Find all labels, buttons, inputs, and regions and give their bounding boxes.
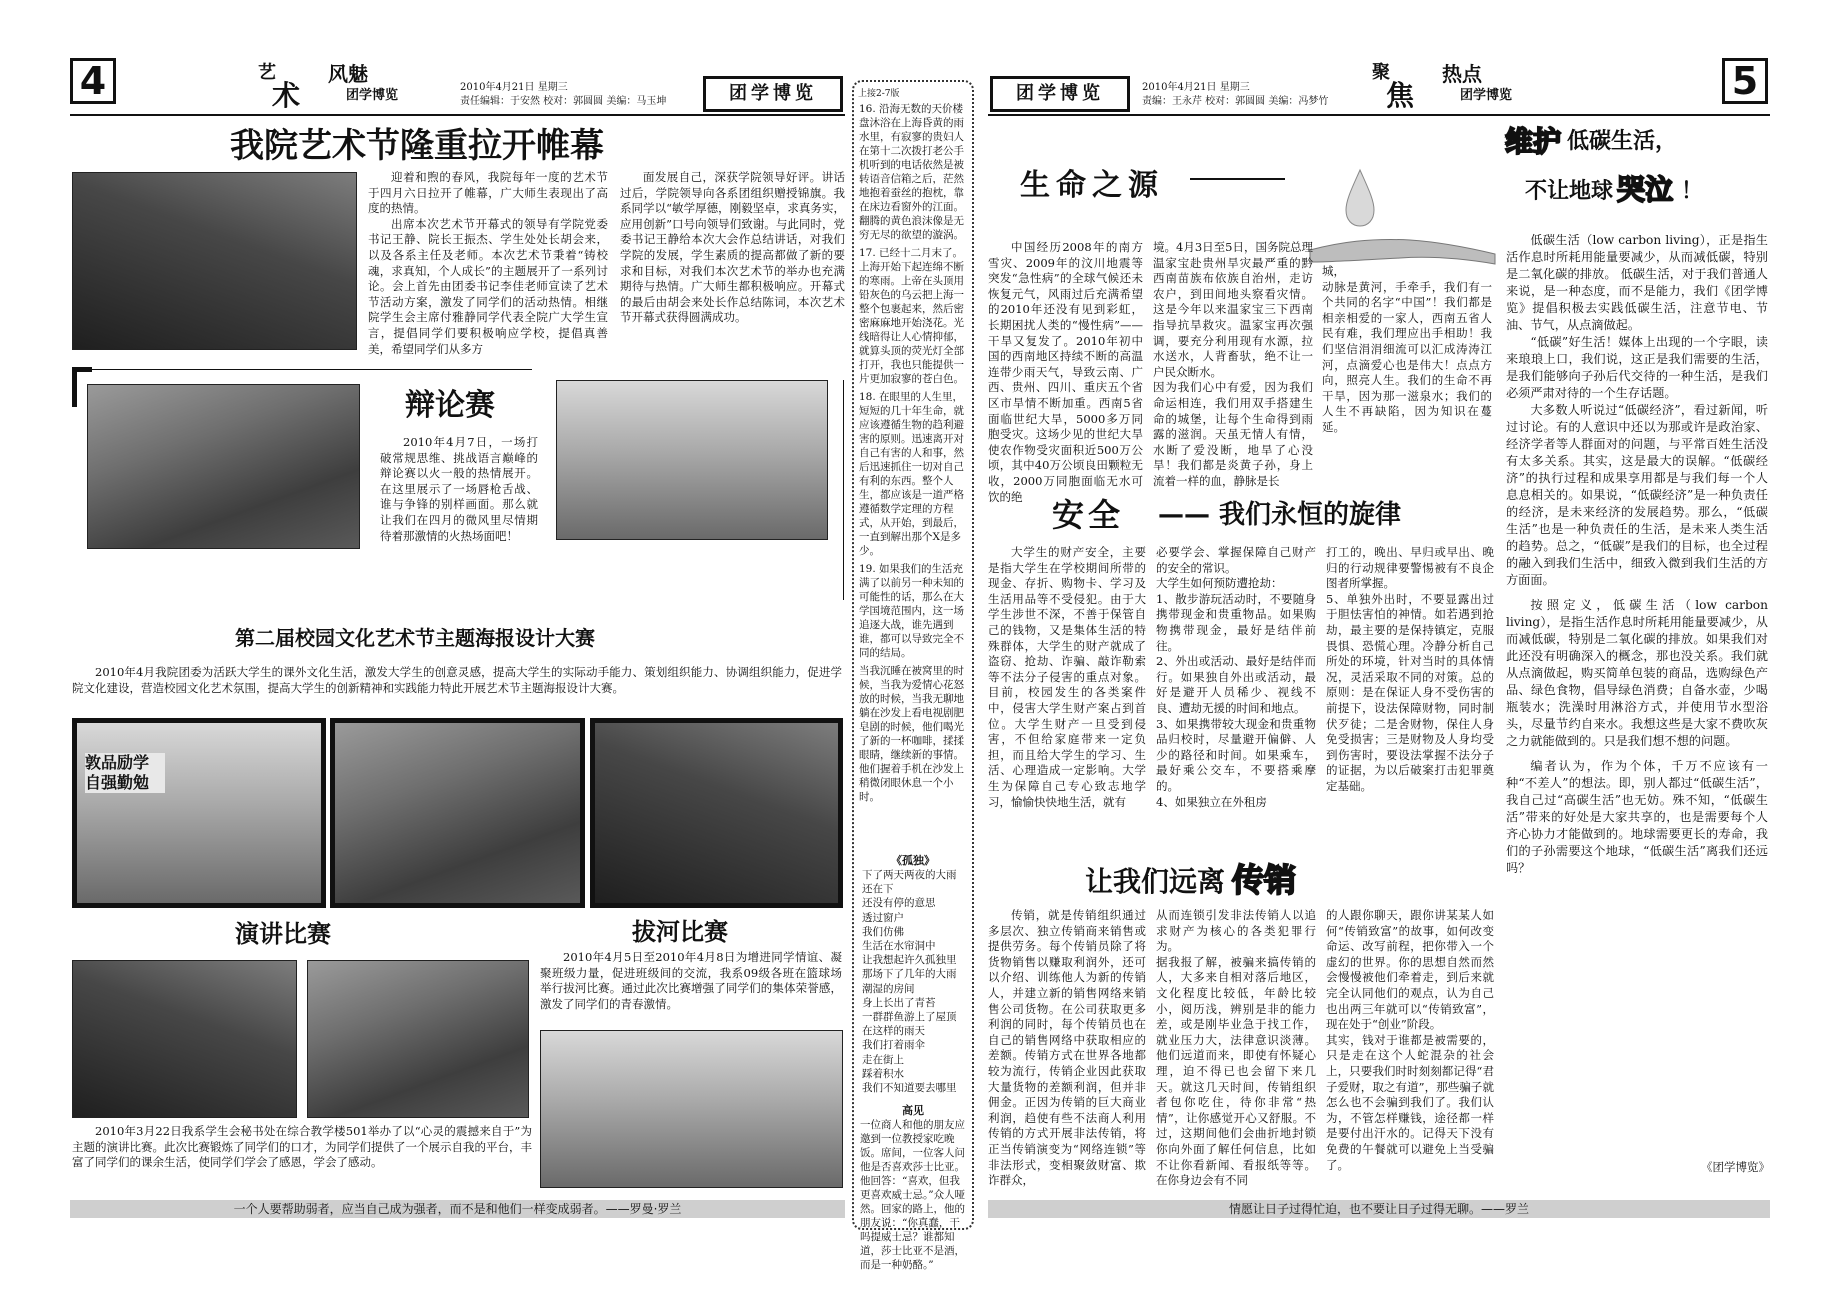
article-life-source-col3: 城， 动脉是黄河，手牵手，我们有一个共同的名字“中国”！我们都是相亲相爱的一家人，西南五省人民有难，我们理应出手相助！我们坚信涓涓细流可以汇成涛涛江河，点滴爱心也是伟大！点点方向，照亮人生。我们的生命不再干旱，因为那一滋泉水；我们的人生不再缺陷，因为知识在蔓延。 [1322, 264, 1492, 434]
open-hand-icon [1310, 239, 1495, 264]
title-dash [1190, 178, 1285, 180]
article-pyramid-col1: 传销，就是传销组织通过多层次、独立传销商来销售或提供劳务。每个传销员除了将货物销售以赚取利润外，还可以介绍、训练他人为新的传销人，并建立新的销售网络来销售公司货物。在公司获取更多利润的同时，每个传销员也在自己的销售网络中获取相应的差额。传销方式在世界各地都较为流行，传销企业因此获取大量货物的差额利润，但并非佣金。正因为传销的巨大商业利润，趋使有些不法商人利用传销的方式开展非法传销，将正当传销演变为“网络连锁”等非法形式，变相聚敛财富、欺诈群众， [988, 908, 1146, 1188]
headline-safety: 安全 [1052, 496, 1125, 534]
section-char: 艺 [258, 62, 276, 83]
issue-date-right: 2010年4月21日 星期三 [1142, 82, 1250, 93]
footer-quote-right: 情愿让日子过得忙迫，也不要让日子过得无聊。——罗兰 [988, 1200, 1770, 1218]
article-poster-contest: 2010年4月我院团委为活跃大学生的课外文化生活，激发大学生的创意灵感，提高大学生的实际动手能力、策划组织能力、协调组织能力，促进学院文化建设，营造校园文化艺术氛围，提高大学生的创新精神和实践能力特此开展艺术节主题海报设计大赛。 [72, 665, 842, 695]
headline-low-carbon-emphasis: 哭泣 [1617, 173, 1674, 206]
article-life-source-col2: 境。4月3日至5日，国务院总理温家宝赴贵州旱灾最严重的黔西南苗族布依族自治州，走访农户，到田间地头察看灾情。这是今年以来温家宝三下西南指导抗旱救灾。温家宝再次强调，要充分利用现有水源，拉水送水，人背畜驮，绝不让一户民众断水。 因为我们心中有爱，因为我们命运相连，我们用双手搭建生命的城堡，让每个生命得到雨露的滋润。天虽无情人有情，水断了爱没断，地旱了心没旱！我们都是炎黄子孙，身上流着一样的血，静脉是长 [1153, 240, 1313, 488]
middle-column [852, 80, 974, 1271]
headline-life-source: 生命之源 [1020, 168, 1164, 203]
article-life-source-col1: 中国经历2008年的南方雪灾、2009年的汶川地震等突发“急性病”的全球气候还未恢复元气，风雨过后充满希望的2010年还没有见到彩虹，长期困扰人类的“慢性病”——干旱又复发了。2010年初中国的西南地区持续不断的高温连带少雨天气，导致云南、广西、贵州、四川、重庆五个省区市旱情不断加重。西南5省面临世纪大旱，5000多万同胞受灾。这场少见的世纪大旱使农作物受灾面积近500万公顷，其中40万公顷良田颗粒无收，2000万同胞面临无水可饮的绝 [988, 240, 1143, 504]
middle-excerpts: 16. 沿海无数的天价楼盘沐浴在上海昏黄的雨水里，有寂寥的贵妇人在第十二次拨打老公手机听到的电话依然是被转语音信箱之后，茫然地抱着蚕丝的抱枕，靠在床边看窗外的江面。翻腾的黄色浪沫像是无穷无尽的欲望的漩涡。 17. 已经十二月末了。上海开始下起连绵不断的寒雨。上帝在头顶用铅灰色的乌云把上海一整个包裹起来，然后密密麻麻地开始浇花。光线暗得让人心情抑郁，就算头顶的荧光灯全部打开，我也只能提供一片更加寂寥的苍白色。 18. 在眼里的人生里，短短的几十年生命，就应该遵循生物的趋利避害的原则。迅速离开对自己有害的人和事，然后迅速抓住一切对自己有利的东西。整个人生，都应该是一道严格遵循数学定理的方程式，从开始，到最后，一直到解出那个X是多少。 19. 如果我们的生活充满了以前另一种未知的可能性的话，那么在大学国境范围内，这一场追逐大战，谁先遇到谁，都可以导致完全不同的结局。 当我沉睡在被窝里的时候，当我为爱情心花怒放的时候，当我无聊地躺在沙发上看电视剧肥皂剧的时候，他们喝光了新的一杯咖啡，揉揉眼睛，继续新的事情。他们握着手机在沙发上稍微闭眼休息一个小时。 [859, 103, 964, 803]
story-body: 一位商人和他的朋友应邀到一位教授家吃晚饭。席间，一位客人问他是否喜欢莎士比亚。他回答：“喜欢，但我更喜欢威士忌。”众人哑然。回家的路上，他的朋友说：“你真蠢，干吗提威士忌？谁都知道，莎士比亚不是酒，而是一种奶酪。” [860, 1119, 966, 1271]
headline-tug-of-war: 拔河比赛 [632, 918, 728, 946]
section-subtitle: 团学博览 [346, 88, 399, 103]
headline-poster-contest: 第二届校园文化艺术节主题海报设计大赛 [235, 626, 595, 650]
headline-pyramid-emphasis: 传销 [1232, 861, 1297, 899]
article-debate: 2010年4月7日，一场打破常规思维、挑战语言巅峰的辩论赛以火一般的热情展开。在这里展示了一场唇枪舌战、谁与争锋的别样画面。那么就让我们在四月的微风里尽情期待着那激情的火热场面吧！ [380, 435, 538, 543]
poem-title: 《孤独》 [891, 854, 935, 867]
masthead-right: 团学博览 [990, 76, 1130, 112]
headline-speech-contest: 演讲比赛 [235, 920, 331, 948]
headline-art-festival: 我院艺术节隆重拉开帷幕 [230, 126, 604, 166]
water-drop-hand-illustration [1300, 150, 1500, 270]
photo-poster-exhibit-1 [72, 718, 326, 908]
section-rule [92, 369, 532, 370]
header-rule [70, 114, 845, 116]
headline-safety-sub: —— 我们永恒的旋律 [1158, 500, 1402, 530]
signature: 《团学博览》 [1701, 1160, 1770, 1174]
article-tug-of-war: 2010年4月5日至2010年4月8日为增进同学情谊、凝聚班级力量，促进班级间的交流，我系09级各班在篮球场举行拔河比赛。通过此次比赛增强了同学们的集体荣誉感，激发了同学们的青春激情。 [540, 950, 842, 1011]
photo-debate-left [87, 384, 360, 549]
section-rule [843, 380, 844, 600]
continued-note: 上接2-7版 [858, 89, 900, 99]
header-rule-right [988, 114, 1770, 116]
photo-poster-group [590, 718, 843, 908]
headline-low-carbon-emphasis: 维护 [1505, 125, 1562, 158]
section-logo-right [1372, 56, 1542, 112]
editor-credits: 责任编辑：于安然 校对：郭圆圆 美编：马玉坤 [460, 96, 667, 107]
article-low-carbon: 低碳生活（low carbon living），正是指生活作息时所耗用能量要减少，从而减低碳，特别是二氧化碳的排放。 低碳生活，对于我们普通人来说，是一种态度，而不是能力，我们《团学博览》提倡积极去实践低碳生活，注意节电、节油、节气，从点滴做起。 “低碳”好生活！媒体上出现的一个字眼，读来琅琅上口，我们说，这正是我们需要的生活，是我们能够向子孙后代交待的一种生活，是我们必须严肃对待的一个生存话题。 大多数人听说过“低碳经济”，看过新闻，听过讨论。有的人意识中还以为那或许是政治家、经济学者等人群面对的问题，与平常百姓生活没有太多关系。其实，这是最大的误解。“低碳经济”的执行过程和成果享用都是与我们每一个人息息相关的。如果说，“低碳经济”是一种负责任的经济，是未来经济的发展趋势。那么，“低碳生活”也是一种负责任的生活，是未来人类生活的趋势。总之，“低碳”是我们的目标，也全过程的融入到我们生活中，细致入微到我们生活的方方面面。 按照定义，低碳生活（low carbon living），是指生活作息时所耗用能量要减少，从而减低碳，特别是二氧化碳的排放。如果我们对此还没有明确深入的概念，那也没关系。我们就从点滴做起，购买简单包装的商品，选购绿色产品、绿色食物，倡导绿色消费；自备水壶，少喝瓶装水；洗澡时用淋浴方式，并使用节水型浴头，尽量节约自来水。我想这些是大家不费吹灰之力就能做到的。只是我们想不想的问题。 编者认为，作为个体，千万不应该有一种“不差人”的想法。即，别人都过“低碳生活”，我自己过“高碳生活”也无妨。殊不知，“低碳生活”带来的好处是大家共享的，也是需要每个人齐心协力才能做到的。地球需要更长的寿命，我们的子孙需要这个地球，“低碳生活”离我们还远吗？ [1506, 233, 1768, 875]
headline-debate: 辩论赛 [405, 388, 495, 423]
section-char: 聚 [1372, 62, 1390, 83]
headline-low-carbon-text: ！ [1681, 179, 1704, 204]
section-logo-left [258, 56, 428, 112]
article-art-festival-col2: 面发展自己，深获学院领导好评。讲话过后，学院领导向各系团组织赠授锦旗。我系同学以“敏学厚德，刚毅坚卓，求真务实，应用创新”口号向领导们致谢。与此同时，党委书记王静给本次大会作总结讲话，对我们学院的发展，学生素质的提高都做了新的要求和目标，对我们本次艺术节的举办也充满期待与热情。广大师生都积极响应。开幕式的最后由胡会来处长作总结陈词，本次艺术节开幕式获得圆满成功。 [620, 170, 845, 325]
footer-quote-left: 一个人要帮助弱者，应当自己成为强者，而不是和他们一样变成弱者。——罗曼·罗兰 [70, 1200, 845, 1218]
headline-low-carbon-text: 低碳生活， [1567, 129, 1678, 154]
photo-opening-ceremony [72, 172, 357, 350]
article-safety-col1: 大学生的财产安全，主要是指大学生在学校期间所带的现金、存折、购物卡、学习及生活用品等不受侵犯。由于大学生涉世不深，不善于保管自己的钱物，又是集体生活的特殊群体，大学生的财产就成了盗窃、抢劫、诈骗、敲诈勒索等不法分子侵害的重点对象。目前，校园发生的各类案件中，侵害大学生财产案占到首位。大学生财产一旦受到侵害，不但给家庭带来一定负担，而且给大学生的学习、生活、心理造成一定影响。大学生为保障自己专心致志地学习，愉愉快快地生活，就有 [988, 545, 1146, 809]
section-char: 术 [272, 79, 301, 112]
section-title: 热点 [1442, 62, 1482, 86]
headline-low-carbon-text: 不让地球 [1525, 179, 1614, 204]
issue-date: 2010年4月21日 星期三 [460, 82, 568, 93]
page-number-left: 4 [70, 58, 116, 104]
photo-banner-text: 敦品励学 自强勤勉 [85, 753, 165, 793]
article-safety-col2: 必要学会、掌握保障自己财产的安全的常识。 大学生如何预防遭抢劫： 1、散步游玩活动时，不要随身携带现金和贵重物品。如果购物携带现金，最好是结伴前往。 2、外出或活动、最好是结伴而行。如果独自外出或活动，最好是避开人员稀少、视线不良、遭劫无援的时间和地点。 3、如果携带较大现金和贵重物品归校时，尽量避开偏僻、人少的路径和时间。如果乘车，最好乘公交车，不要搭乘摩的。 4、如果独立在外租房 [1156, 545, 1316, 809]
photo-speech-2 [307, 960, 529, 1118]
article-pyramid-col2: 从而连锁引发非法传销人以追求财产为核心的各类犯罪行为。 据我报了解，被骗来搞传销的人，大多来自相对落后地区，文化程度比较低，年龄比较小，阅历浅，辨别是非的能力差，或是刚毕业急于找工作，就业压力大，法律意识淡薄。他们远道而来，即使有怀疑心理，迫不得已也会留下来几天。就这几天时间，传销组织者包你吃住，待你非常“热情”，让你感觉开心又舒服。不过，这期间他们会曲折地封锁你向外面了解任何信息，比如不让你看新闻、看报纸等等。在你身边会有不同 [1156, 908, 1316, 1188]
masthead: 团学博览 [703, 76, 843, 112]
photo-debate-right [556, 380, 828, 540]
article-pyramid-col3: 的人跟你聊天，跟你讲某某人如何“传销致富”的故事，如何改变命运、改写前程，把你带入一个虚幻的世界。你的思想自然而然会慢慢被他们牵着走，到后来就完全认同他们的观点，认为自己也出两三年就可以“传销致富”，现在处于“创业”阶段。 其实，钱对于谁都是被需要的，只是走在这个人蛇混杂的社会上，只要我们时时刻刻都记得“君子爱财，取之有道”，那些骗子就怎么也不会骗到我们了。我们认为，不管怎样赚钱，途径都一样是要付出汗水的。记得天下没有免费的午餐就可以避免上当受骗了。 [1326, 908, 1494, 1172]
corner-bracket [72, 367, 77, 407]
article-safety-col3: 打工的，晚出、早归或早出、晚归的行动规律要警惕被有不良企图者所掌握。 5、单独外出时，不要显露出过于胆怯害怕的神情。如若遇到抢劫，最主要的是保持镇定，克服畏惧、恐慌心理。冷静分析自己所处的环境，针对当时的具体情况，灵活采取不同的对策。总的原则：是在保证人身不受伤害的前提下，设法保障财物，同时制伏歹徒；二是舍财物，保住人身免受损害；三是财物及人身均受到伤害时，要设法掌握不法分子的证据，为以后破案打击犯罪奠定基础。 [1326, 545, 1494, 793]
editor-credits-right: 责编：王永芹 校对：郭圆圆 美编：冯梦竹 [1142, 96, 1329, 107]
photo-poster-exhibit-2 [330, 718, 585, 908]
photo-tug-of-war [540, 1030, 843, 1188]
headline-low-carbon [1505, 120, 1770, 220]
water-drop-icon [1346, 170, 1374, 226]
headline-pyramid: 让我们远离 [1085, 865, 1226, 898]
poem-body: 下了两天两夜的大雨 还在下 还没有停的意思 透过窗户 我们仿佛 生活在水帘洞中 让我想起许久孤独里 那场下了几年的大雨 潮湿的房间 身上长出了青苔 一群群鱼游上了屋顶 在这样的雨天 我们打着雨伞 走在街上 踩着积水 我们不知道要去哪里 [862, 869, 957, 1095]
page-number-right: 5 [1722, 58, 1768, 104]
section-subtitle: 团学博览 [1460, 88, 1513, 103]
photo-speech-1 [72, 960, 297, 1118]
section-title: 风魅 [328, 62, 368, 86]
article-speech-contest: 2010年3月22日我系学生会秘书处在综合教学楼501举办了以“心灵的震撼来自于”为主题的演讲比赛。此次比赛锻炼了同学们的口才，为同学们提供了一个展示自我的平台，丰富了同学们的课余生活，使同学们学会了感恩，学会了感动。 [72, 1124, 532, 1170]
article-art-festival-col1: 迎着和煦的春风，我院每年一度的艺术节于四月六日拉开了帷幕，广大师生表现出了高度的热情。 出席本次艺术节开幕式的领导有学院党委书记王静、院长王振杰、学生处处长胡会来，以及各系主任及老师。本次艺术节秉着“铸校魂，求真知，个人成长”的主题展开了一系列讨论。会上首先由团委书记李佳老师宣读了艺术节活动方案，激发了同学们的活动热情。相继院学生会主席付雅静同学代表全院广大学生宣言，提倡同学们要积极响应学校，提倡真善美，希望同学们从多方 [368, 170, 608, 356]
story-title: 高见 [902, 1104, 924, 1117]
section-char: 焦 [1386, 79, 1415, 112]
